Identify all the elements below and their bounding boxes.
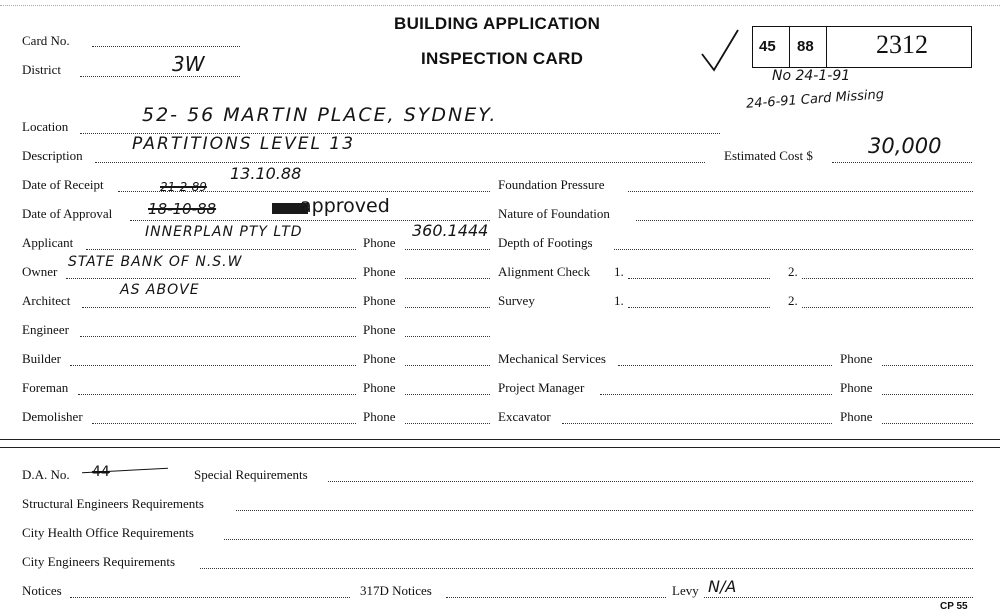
architect-line <box>82 307 356 308</box>
structural-label: Structural Engineers Requirements <box>22 496 204 511</box>
excavator-phone-label: Phone <box>840 409 873 424</box>
section-divider-top <box>0 439 1000 440</box>
applicant-line <box>86 249 356 250</box>
foreman-label: Foreman <box>22 380 69 395</box>
alignment-check-label: Alignment Check <box>498 264 591 279</box>
district-label: District <box>22 62 61 77</box>
owner-line <box>66 278 356 279</box>
notices-label: Notices <box>22 583 62 598</box>
survey-line-2 <box>802 307 973 308</box>
project-manager-line <box>600 394 832 395</box>
description-value: PARTITIONS LEVEL 13 <box>132 134 356 154</box>
estimated-cost-value: 30,000 <box>868 134 942 158</box>
mechanical-phone-label: Phone <box>840 351 873 366</box>
card-no-label: Card No. <box>22 33 70 48</box>
estimated-cost-line <box>832 162 972 163</box>
title-line-2: INSPECTION CARD <box>421 49 584 68</box>
mechanical-phone-line <box>882 365 973 366</box>
engineer-line <box>80 336 356 337</box>
demolisher-phone-label: Phone <box>363 409 396 424</box>
alignment-num-1: 1. <box>614 264 624 279</box>
applicant-value: INNERPLAN PTY LTD <box>145 224 303 240</box>
description-line <box>95 162 705 163</box>
box-divider-1 <box>789 27 790 67</box>
date-approval-label: Date of Approval <box>22 206 113 221</box>
box-b-value: 88 <box>797 38 814 55</box>
owner-phone-label: Phone <box>363 264 396 279</box>
section-divider-bottom <box>0 447 1000 448</box>
description-label: Description <box>22 148 83 163</box>
builder-phone-line <box>405 365 490 366</box>
date-receipt-label: Date of Receipt <box>22 177 104 192</box>
demolisher-line <box>92 423 356 424</box>
check-mark-icon <box>700 28 742 72</box>
date-approval-struck: 18-10-88 <box>148 200 217 218</box>
card-number: 2312 <box>876 30 928 59</box>
da-no-label: D.A. No. <box>22 467 70 482</box>
depth-footings-label: Depth of Footings <box>498 235 593 250</box>
foreman-phone-line <box>405 394 490 395</box>
owner-phone-line <box>405 278 490 279</box>
card-number-box <box>752 26 972 68</box>
district-value: 3W <box>172 52 205 76</box>
district-line <box>80 76 240 77</box>
alignment-line-2 <box>802 278 973 279</box>
project-manager-label: Project Manager <box>498 380 585 395</box>
estimated-cost-label: Estimated Cost $ <box>724 148 813 163</box>
builder-line <box>70 365 356 366</box>
date-receipt-struck: 21-2-89 <box>160 180 207 194</box>
city-eng-line <box>200 568 973 569</box>
survey-line-1 <box>628 307 770 308</box>
survey-label: Survey <box>498 293 535 308</box>
depth-footings-line <box>614 249 973 250</box>
note-no: No 24-1-91 <box>772 68 851 84</box>
survey-num-1: 1. <box>614 293 624 308</box>
excavator-label: Excavator <box>498 409 551 424</box>
engineer-label: Engineer <box>22 322 69 337</box>
owner-label: Owner <box>22 264 58 279</box>
location-label: Location <box>22 119 69 134</box>
date-receipt-value: 13.10.88 <box>230 164 302 183</box>
architect-value: AS ABOVE <box>120 282 200 298</box>
excavator-line <box>562 423 832 424</box>
nature-foundation-line <box>636 220 973 221</box>
health-label: City Health Office Requirements <box>22 525 194 540</box>
special-req-line <box>328 481 973 482</box>
notices-line <box>70 597 350 598</box>
applicant-phone-line <box>405 249 490 250</box>
health-line <box>224 539 973 540</box>
foundation-pressure-line <box>628 191 973 192</box>
applicant-phone-value: 360.1444 <box>412 221 489 240</box>
applicant-label: Applicant <box>22 235 74 250</box>
location-value: 52- 56 MARTIN PLACE, SYDNEY. <box>142 104 498 126</box>
box-a-value: 45 <box>759 38 776 55</box>
da-no-value: 44 <box>92 464 110 480</box>
mechanical-label: Mechanical Services <box>498 351 606 366</box>
levy-label: Levy <box>672 583 699 598</box>
alignment-line-1 <box>628 278 770 279</box>
mechanical-line <box>618 365 832 366</box>
architect-phone-line <box>405 307 490 308</box>
excavator-phone-line <box>882 423 973 424</box>
title-line-1: BUILDING APPLICATION <box>394 14 601 33</box>
engineer-phone-label: Phone <box>363 322 396 337</box>
project-manager-phone-label: Phone <box>840 380 873 395</box>
levy-value: N/A <box>708 577 737 596</box>
foreman-line <box>78 394 356 395</box>
special-req-label: Special Requirements <box>194 467 308 482</box>
levy-line <box>704 597 973 598</box>
owner-value: STATE BANK OF N.S.W <box>68 254 243 270</box>
foreman-phone-label: Phone <box>363 380 396 395</box>
notices-317d-line <box>446 597 666 598</box>
card-no-line <box>92 46 240 47</box>
alignment-num-2: 2. <box>788 264 798 279</box>
demolisher-label: Demolisher <box>22 409 83 424</box>
structural-line <box>236 510 973 511</box>
nature-foundation-label: Nature of Foundation <box>498 206 610 221</box>
date-approval-value: approved <box>300 195 390 217</box>
foundation-pressure-label: Foundation Pressure <box>498 177 605 192</box>
builder-phone-label: Phone <box>363 351 396 366</box>
demolisher-phone-line <box>405 423 490 424</box>
note-card-missing: 24-6-91 Card Missing <box>745 87 885 112</box>
survey-num-2: 2. <box>788 293 798 308</box>
project-manager-phone-line <box>882 394 973 395</box>
box-divider-2 <box>826 27 827 67</box>
form-code: CP 55 <box>940 601 968 612</box>
architect-phone-label: Phone <box>363 293 396 308</box>
applicant-phone-label: Phone <box>363 235 396 250</box>
top-edge <box>0 5 1000 6</box>
builder-label: Builder <box>22 351 61 366</box>
architect-label: Architect <box>22 293 71 308</box>
city-eng-label: City Engineers Requirements <box>22 554 176 569</box>
engineer-phone-line <box>405 336 490 337</box>
notices-317d-label: 317D Notices <box>360 583 432 598</box>
